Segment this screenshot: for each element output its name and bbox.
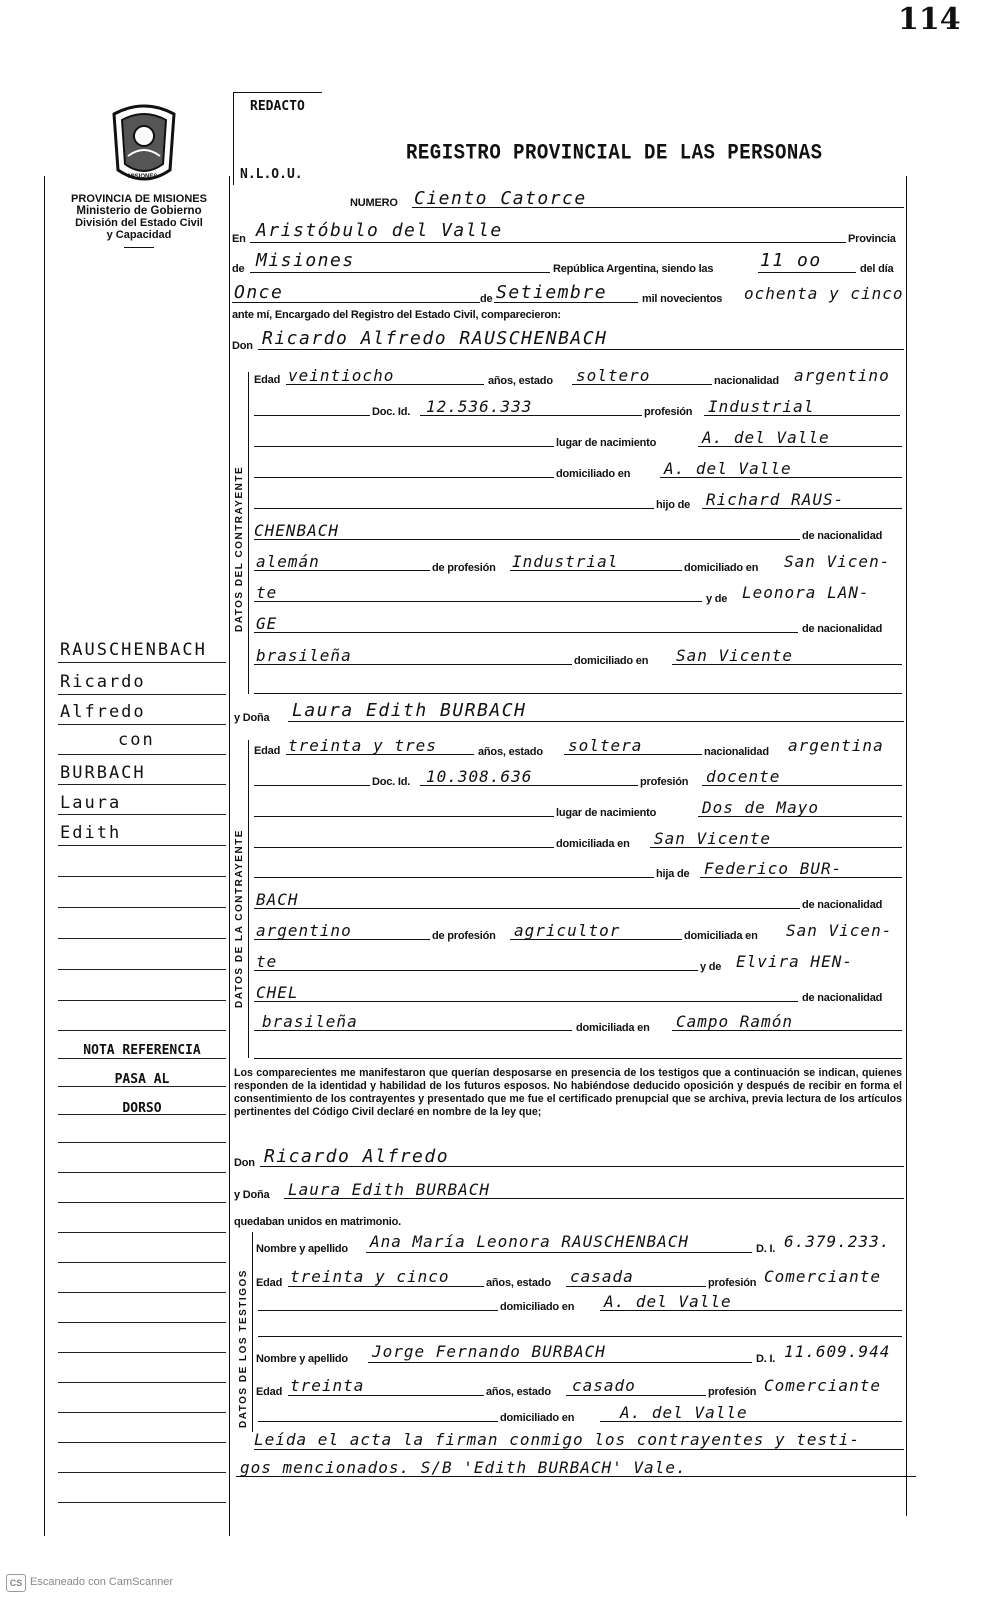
value-lugar: Aristóbulo del Valle <box>256 220 503 241</box>
label-lugar-nac-b: lugar de nacimiento <box>556 807 657 819</box>
label-lugar-nac: lugar de nacimiento <box>556 437 657 449</box>
bride-doc: 10.308.636 <box>426 767 533 786</box>
label-domiciliado-2: domiciliado en <box>684 562 759 574</box>
groom-madre-dom: San Vicente <box>676 646 793 665</box>
groom-padre-prof: Industrial <box>512 552 619 571</box>
label-de-nacionalidad-b2: de nacionalidad <box>802 992 883 1004</box>
org-line-ministry: Ministerio de Gobierno <box>76 205 202 217</box>
label-anos-estado-w1: años, estado <box>486 1277 551 1289</box>
label-y-de: y de <box>706 593 728 605</box>
label-nombre-1: Nombre y apellido <box>256 1243 348 1255</box>
label-numero: NUMERO <box>350 197 398 209</box>
bride-domicilio: San Vicente <box>654 829 771 848</box>
nota-line-1: NOTA REFERENCIA <box>83 1043 201 1058</box>
bride-profesion: docente <box>706 767 781 786</box>
witness2-edad: treinta <box>290 1376 365 1395</box>
groom-estado: soltero <box>576 366 651 385</box>
groom-edad: veintiocho <box>288 366 395 385</box>
seal-text: MISIONES <box>128 174 158 180</box>
witness2-domicilio: A. del Valle <box>620 1403 748 1422</box>
groom-padre-dom-2: te <box>256 583 278 602</box>
closing-line-2: gos mencionados. S/B 'Edith BURBACH' Vale. <box>240 1458 687 1477</box>
groom-profesion: Industrial <box>708 397 815 416</box>
groom-nacionalidad: argentino <box>794 366 890 385</box>
witness2-profesion: Comerciante <box>764 1376 881 1395</box>
bride-madre-1: Elvira HEN- <box>736 952 853 971</box>
groom-lugar-nac: A. del Valle <box>702 428 830 447</box>
label-nacionalidad: nacionalidad <box>714 375 779 387</box>
label-domiciliado-3: domiciliado en <box>574 655 649 667</box>
groom-doc: 12.536.333 <box>426 397 533 416</box>
legal-paragraph: Los comparecientes me manifestaron que querían desposarse en presencia de los testigos que a continuación se indican, quienes responden de la identidad y habilidad de los futuros esposos. No habiéndose deducido oposición y después de recibir en forma el consentimiento de los contrayentes y presentado que me fue el certificado prenupcial que se archiva, previa lectura de los artículos pertinentes del Código Civil declaré en nombre de la ley que; <box>234 1067 902 1118</box>
bride-estado: soltera <box>568 736 643 755</box>
label-doc: Doc. Id. <box>372 406 411 418</box>
bride-padre-prof: agricultor <box>514 921 621 940</box>
label-domiciliado-w1: domiciliado en <box>500 1301 575 1313</box>
groom-padre-2: CHENBACH <box>254 521 340 540</box>
label-y-dona-2: y Doña <box>234 1189 270 1201</box>
label-de: de <box>232 263 245 275</box>
label-profesion-w2: profesión <box>708 1386 757 1398</box>
label-domiciliada-3: domiciliada en <box>576 1022 650 1034</box>
label-datos-testigos: DATOS DE LOS TESTIGOS <box>238 1269 249 1428</box>
witness1-name: Ana María Leonora RAUSCHENBACH <box>370 1232 689 1251</box>
nota-line-2: PASA AL <box>114 1072 170 1087</box>
margin-note-given-2: Alfredo <box>60 702 146 722</box>
decl-don: Ricardo Alfredo <box>264 1146 450 1167</box>
margin-note-surname: RAUSCHENBACH <box>60 640 207 660</box>
label-di-2: D. I. <box>756 1353 776 1365</box>
label-edad-w1: Edad <box>256 1277 283 1289</box>
groom-madre-nac: brasileña <box>256 646 352 665</box>
label-edad-w2: Edad <box>256 1386 283 1398</box>
camscanner-text: Escaneado con CamScanner <box>30 1576 174 1588</box>
label-de-nacionalidad-b: de nacionalidad <box>802 899 883 911</box>
bride-padre-2: BACH <box>256 890 299 909</box>
label-domiciliada-2: domiciliada en <box>684 930 758 942</box>
label-datos-contrayente: DATOS DEL CONTRAYENTE <box>234 465 245 632</box>
label-mil: mil novecientos <box>642 293 723 305</box>
groom-padre-dom-1: San Vicen- <box>784 552 891 571</box>
bride-padre-1: Federico BUR- <box>704 859 843 878</box>
bride-nacionalidad: argentina <box>788 736 884 755</box>
groom-name: Ricardo Alfredo RAUSCHENBACH <box>262 328 608 349</box>
label-don-2: Don <box>234 1157 255 1169</box>
label-hija-de: hija de <box>656 868 690 880</box>
camscanner-cs: CS <box>9 1578 23 1588</box>
stamp-line-1: REDACTO <box>250 99 305 114</box>
org-line-capacity: y Capacidad <box>106 229 172 241</box>
label-anos-estado-b: años, estado <box>478 746 543 758</box>
label-domiciliada: domiciliada en <box>556 838 630 850</box>
nota-line-3: DORSO <box>122 1101 162 1116</box>
page-number: 114 <box>898 2 961 37</box>
page-title: REGISTRO PROVINCIAL DE LAS PERSONAS <box>406 140 823 166</box>
margin-note-given-1: Ricardo <box>60 672 146 692</box>
redacto-stamp <box>233 92 322 185</box>
label-profesion: profesión <box>644 406 693 418</box>
groom-padre-nac: alemán <box>256 552 320 571</box>
value-provincia: Misiones <box>256 250 355 271</box>
label-nombre-2: Nombre y apellido <box>256 1353 348 1365</box>
label-en: En <box>232 233 246 245</box>
label-de-nacionalidad-2: de nacionalidad <box>802 623 883 635</box>
groom-madre-1: Leonora LAN- <box>742 583 870 602</box>
label-y-dona: y Doña <box>234 712 270 724</box>
witness1-profesion: Comerciante <box>764 1267 881 1286</box>
label-de-nacionalidad: de nacionalidad <box>802 530 883 542</box>
groom-madre-2: GE <box>256 614 278 633</box>
label-nacionalidad-b: nacionalidad <box>704 746 769 758</box>
org-line-province: PROVINCIA DE MISIONES <box>71 193 207 205</box>
bride-padre-dom-2: te <box>256 952 278 971</box>
label-provincia: Provincia <box>848 233 896 245</box>
value-anio: ochenta y cinco <box>744 284 904 303</box>
witness2-estado: casado <box>572 1376 636 1395</box>
margin-note-bride-given-1: Laura <box>60 793 122 813</box>
witness1-edad: treinta y cinco <box>290 1267 450 1286</box>
label-anos-estado-w2: años, estado <box>486 1386 551 1398</box>
groom-domicilio: A. del Valle <box>664 459 792 478</box>
bride-padre-dom-1: San Vicen- <box>786 921 893 940</box>
label-edad-b: Edad <box>254 745 281 757</box>
bride-madre-nac: brasileña <box>262 1012 358 1031</box>
bride-madre-dom: Campo Ramón <box>676 1012 793 1031</box>
label-quedaban: quedaban unidos en matrimonio. <box>234 1216 401 1228</box>
value-mes: Setiembre <box>496 282 608 303</box>
label-de2: de <box>480 293 493 305</box>
label-edad: Edad <box>254 374 281 386</box>
witness2-di: 11.609.944 <box>784 1342 891 1361</box>
bride-padre-nac: argentino <box>256 921 352 940</box>
label-ante-mi: ante mí, Encargado del Registro del Estado Civil, comparecieron: <box>232 309 561 321</box>
witness1-domicilio: A. del Valle <box>604 1292 732 1311</box>
margin-note-bride-surname: BURBACH <box>60 763 146 783</box>
label-domiciliado: domiciliado en <box>556 468 631 480</box>
label-republica: República Argentina, siendo las <box>553 263 714 275</box>
decl-dona: Laura Edith BURBACH <box>288 1180 491 1199</box>
label-profesion-b: profesión <box>640 776 689 788</box>
witness1-di: 6.379.233. <box>784 1232 891 1251</box>
label-hijo-de: hijo de <box>656 499 691 511</box>
org-block <box>54 193 224 248</box>
label-domiciliado-w2: domiciliado en <box>500 1412 575 1424</box>
margin-note-bride-given-2: Edith <box>60 823 122 843</box>
label-don: Don <box>232 340 253 352</box>
label-di-1: D. I. <box>756 1243 776 1255</box>
margin-note-con: con <box>118 730 155 750</box>
camscanner-logo <box>6 1574 26 1592</box>
label-de-profesion: de profesión <box>432 562 496 574</box>
bride-madre-2: CHEL <box>256 983 299 1002</box>
label-de-profesion-b: de profesión <box>432 930 496 942</box>
stamp-line-2: N.L.O.U. <box>240 167 303 182</box>
value-dia: Once <box>234 282 284 303</box>
label-anos-estado: años, estado <box>488 375 553 387</box>
label-profesion-w1: profesión <box>708 1277 757 1289</box>
label-y-de-b: y de <box>700 961 722 973</box>
groom-padre-1: Richard RAUS- <box>706 490 845 509</box>
bride-edad: treinta y tres <box>288 736 437 755</box>
witness1-estado: casada <box>570 1267 634 1286</box>
label-del-dia: del día <box>860 263 894 275</box>
closing-line-1: Leída el acta la firman conmigo los contrayentes y testi- <box>254 1430 861 1449</box>
witness2-name: Jorge Fernando BURBACH <box>372 1342 606 1361</box>
org-line-division: División del Estado Civil <box>75 217 203 229</box>
label-datos-la-contrayente: DATOS DE LA CONTRAYENTE <box>234 829 245 1008</box>
nota-referencia-box <box>58 1036 226 1123</box>
bride-lugar-nac: Dos de Mayo <box>702 798 819 817</box>
bride-name: Laura Edith BURBACH <box>292 700 527 721</box>
value-numero: Ciento Catorce <box>414 188 587 209</box>
value-hora: 11 oo <box>760 250 822 271</box>
label-doc-b: Doc. Id. <box>372 776 411 788</box>
